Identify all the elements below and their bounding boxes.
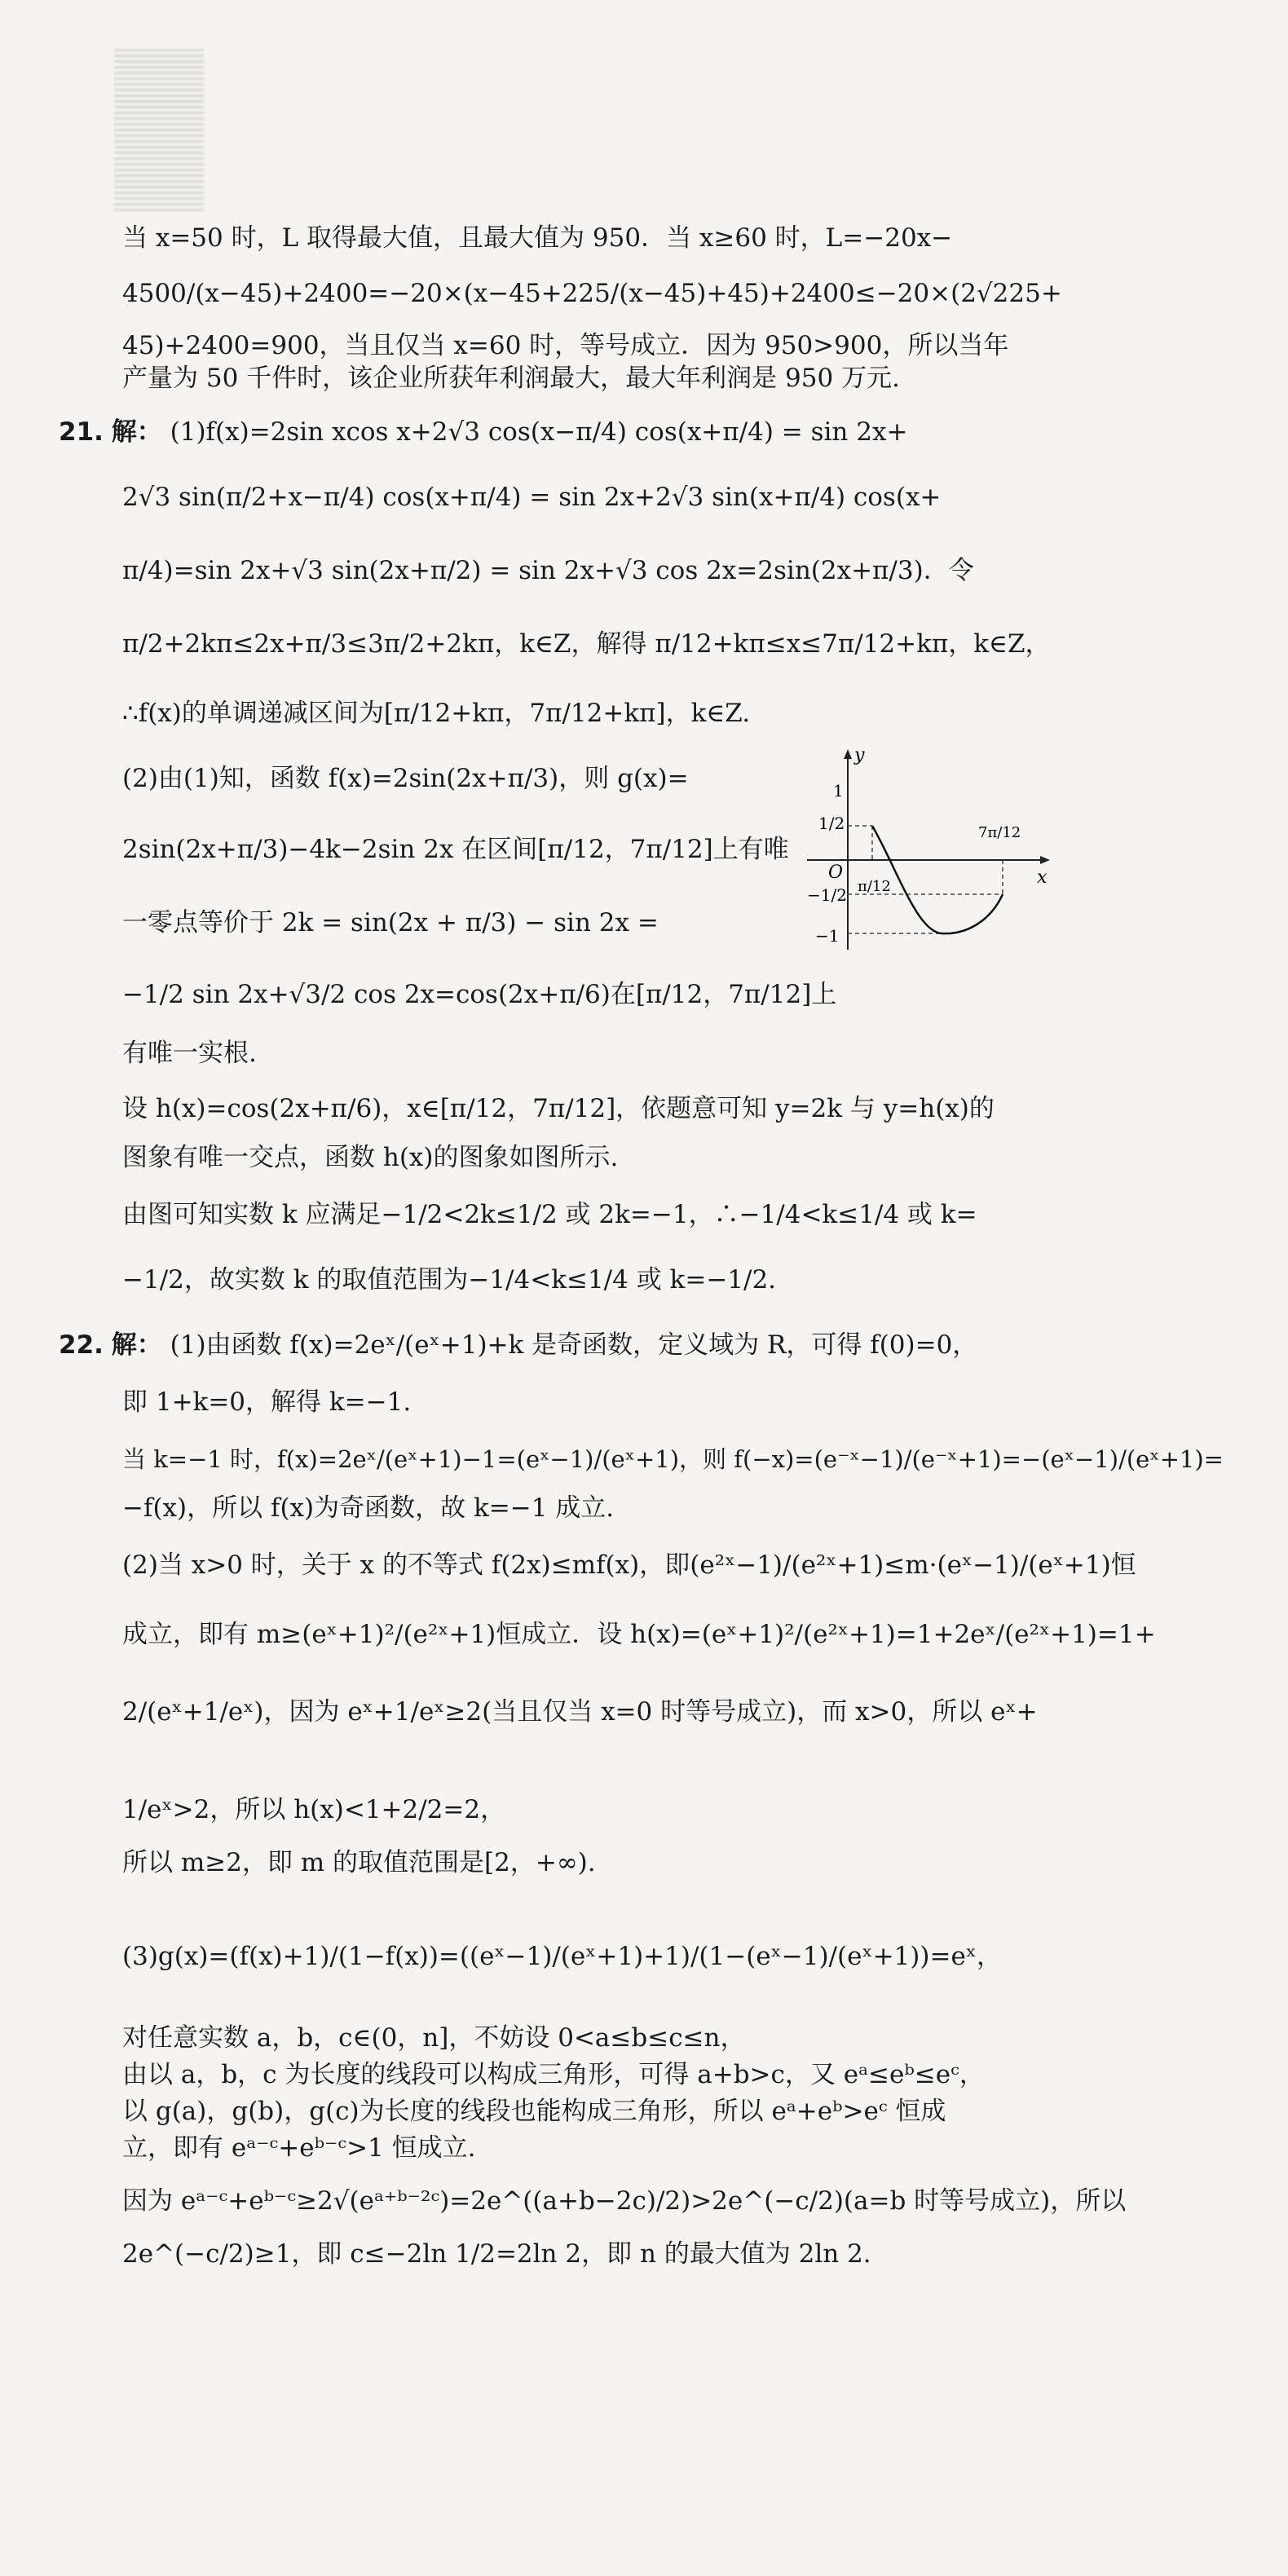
continuation-line-4: 产量为 50 千件时，该企业所获年利润最大，最大年利润是 950 万元. — [122, 364, 900, 393]
y-axis-label: y — [854, 746, 865, 765]
h-curve — [872, 826, 1003, 933]
problem-22-line-6: 成立，即有 m≥(eˣ+1)²/(e²ˣ+1)恒成立．设 h(x)=(eˣ+1)²/(e²ˣ+1)=1+2eˣ/(e²ˣ+1)=1+ — [122, 1620, 1156, 1649]
problem-21-part2-line-9: −1/2，故实数 k 的取值范围为−1/4<k≤1/4 或 k=−1/2. — [122, 1265, 777, 1295]
tick-neg-half: −1/2 — [807, 885, 847, 905]
problem-21-part2-line-4: −1/2 sin 2x+√3/2 cos 2x=cos(2x+π/6)在[π/12，7π/12]上 — [122, 980, 837, 1009]
problem-22-line-15: 因为 eᵃ⁻ᶜ+eᵇ⁻ᶜ≥2√(eᵃ⁺ᵇ⁻²ᶜ)=2e^((a+b−2c)/2)>2e^(−c/2)(a=b 时等号成立)，所以 — [122, 2186, 1127, 2216]
problem-21-header — [59, 416, 907, 448]
tick-7pi-12: 7π/12 — [978, 824, 1021, 841]
problem-22-line-3: 当 k=−1 时，f(x)=2eˣ/(eˣ+1)−1=(eˣ−1)/(eˣ+1)，则 f(−x)=(e⁻ˣ−1)/(e⁻ˣ+1)=−(eˣ−1)/(eˣ+1)= — [122, 1445, 1224, 1473]
scan-artifact — [114, 49, 204, 212]
problem-21-part2-line-1: (2)由(1)知，函数 f(x)=2sin(2x+π/3)，则 g(x)= — [122, 764, 689, 793]
problem-22-line-16: 2e^(−c/2)≥1，即 c≤−2ln 1/2=2ln 2，即 n 的最大值为 2ln 2. — [122, 2239, 871, 2269]
problem-22-line-1: (1)由函数 f(x)=2eˣ/(eˣ+1)+k 是奇函数，定义域为 R，可得 f(0)=0， — [170, 1330, 978, 1360]
x-axis-label: x — [1037, 867, 1048, 888]
problem-21-line-1: (1)f(x)=2sin xcos x+2√3 cos(x−π/4) cos(x+π/4) = sin 2x+ — [170, 417, 908, 447]
y-axis-arrow — [844, 749, 852, 759]
problem-21-line-4: π/2+2kπ≤2x+π/3≤3π/2+2kπ，k∈Z，解得 π/12+kπ≤x≤7π/12+kπ，k∈Z， — [122, 629, 1051, 659]
problem-21-part2-line-6: 设 h(x)=cos(2x+π/6)，x∈[π/12，7π/12]，依题意可知 y=2k 与 y=h(x)的 — [122, 1094, 995, 1123]
problem-22-line-12: 由以 a，b，c 为长度的线段可以构成三角形，可得 a+b>c，又 eᵃ≤eᵇ≤eᶜ， — [122, 2060, 985, 2089]
problem-22-line-10: (3)g(x)=(f(x)+1)/(1−f(x))=((eˣ−1)/(eˣ+1)+1)/(1−(eˣ−1)/(eˣ+1))=eˣ， — [122, 1942, 1002, 1971]
problem-21-line-2: 2√3 sin(π/2+x−π/4) cos(x+π/4) = sin 2x+2√3 sin(x+π/4) cos(x+ — [122, 483, 942, 512]
problem-21-part2-line-7: 图象有唯一交点，函数 h(x)的图象如图所示. — [122, 1143, 619, 1172]
problem-21-line-5: ∴f(x)的单调递减区间为[π/12+kπ，7π/12+kπ]，k∈Z. — [122, 699, 751, 728]
origin-label: O — [828, 862, 844, 883]
problem-21-part2-line-5: 有唯一实根. — [122, 1039, 257, 1068]
continuation-line-1: 当 x=50 时，L 取得最大值，且最大值为 950．当 x≥60 时，L=−20x− — [122, 223, 953, 253]
problem-22-line-13: 以 g(a)，g(b)，g(c)为长度的线段也能构成三角形，所以 eᵃ+eᵇ>eᶜ 恒成 — [122, 2097, 946, 2126]
problem-21-label: 解： — [111, 417, 162, 447]
tick-half: 1/2 — [818, 814, 845, 833]
continuation-line-3: 45)+2400=900，当且仅当 x=60 时，等号成立．因为 950>900，所以当年 — [122, 331, 1009, 360]
problem-21-line-3: π/4)=sin 2x+√3 sin(2x+π/2) = sin 2x+√3 cos 2x=2sin(2x+π/3)．令 — [122, 556, 974, 585]
problem-21-number: 21. — [59, 417, 104, 447]
tick-pi-12: π/12 — [858, 878, 891, 895]
graph-svg — [799, 746, 1060, 966]
problem-21-part2-line-2: 2sin(2x+π/3)−4k−2sin 2x 在区间[π/12，7π/12]上有唯 — [122, 835, 789, 864]
continuation-line-2: 4500/(x−45)+2400=−20×(x−45+225/(x−45)+45)+2400≤−20×(2√225+ — [122, 279, 1062, 308]
tick-1: 1 — [833, 781, 844, 801]
problem-22-line-9: 所以 m≥2，即 m 的取值范围是[2，+∞). — [122, 1848, 596, 1877]
h-function-graph — [799, 746, 1060, 966]
problem-22-line-7: 2/(eˣ+1/eˣ)，因为 eˣ+1/eˣ≥2(当且仅当 x=0 时等号成立)，而 x>0，所以 eˣ+ — [122, 1697, 1038, 1727]
tick-neg-1: −1 — [815, 926, 840, 946]
problem-21-part2-line-8: 由图可知实数 k 应满足−1/2<2k≤1/2 或 2k=−1，∴−1/4<k≤1/4 或 k= — [122, 1200, 977, 1229]
problem-22-line-2: 即 1+k=0，解得 k=−1. — [122, 1387, 412, 1417]
problem-22-header — [59, 1329, 977, 1361]
problem-21-part2-line-3: 一零点等价于 2k = sin(2x + π/3) − sin 2x = — [122, 908, 659, 937]
problem-22-label: 解： — [111, 1330, 162, 1360]
x-axis-arrow — [1040, 856, 1050, 864]
problem-22-line-11: 对任意实数 a，b，c∈(0，n]，不妨设 0<a≤b≤c≤n， — [122, 2023, 746, 2053]
problem-22-line-4: −f(x)，所以 f(x)为奇函数，故 k=−1 成立. — [122, 1493, 615, 1523]
problem-22-line-8: 1/eˣ>2，所以 h(x)<1+2/2=2， — [122, 1795, 506, 1824]
problem-22-line-5: (2)当 x>0 时，关于 x 的不等式 f(2x)≤mf(x)，即(e²ˣ−1)/(e²ˣ+1)≤m·(eˣ−1)/(eˣ+1)恒 — [122, 1550, 1136, 1580]
problem-22-line-14: 立，即有 eᵃ⁻ᶜ+eᵇ⁻ᶜ>1 恒成立. — [122, 2133, 476, 2163]
problem-22-number: 22. — [59, 1330, 104, 1360]
